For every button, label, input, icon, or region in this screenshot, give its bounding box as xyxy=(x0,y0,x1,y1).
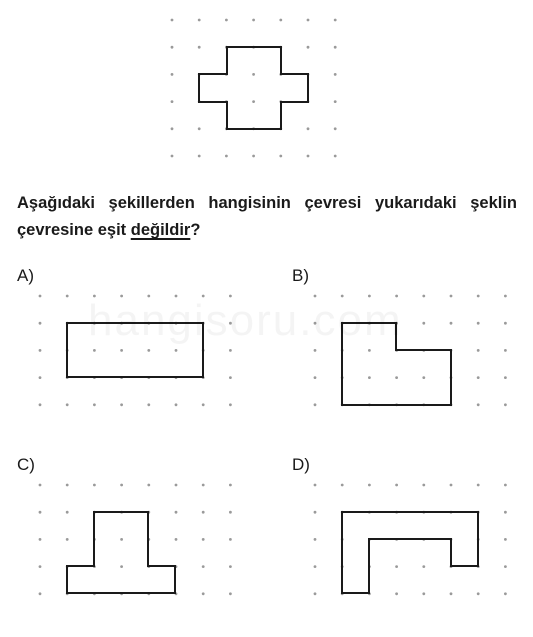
grid-dot xyxy=(504,538,507,541)
grid-dot xyxy=(477,376,480,379)
grid-dot xyxy=(120,403,123,406)
grid-dot xyxy=(504,376,507,379)
grid-dot xyxy=(171,19,174,22)
reference-cross-shape xyxy=(199,47,308,129)
grid-dot xyxy=(314,484,317,487)
grid-dot xyxy=(93,349,96,352)
option-c-figure xyxy=(39,484,232,596)
grid-dot xyxy=(171,155,174,158)
option-c-t-shape xyxy=(67,512,175,593)
grid-dot xyxy=(66,295,69,298)
option-d-figure xyxy=(314,484,507,596)
grid-dot xyxy=(39,349,42,352)
grid-dot xyxy=(171,73,174,76)
grid-dot xyxy=(450,295,453,298)
grid-dot xyxy=(229,511,232,514)
grid-dot xyxy=(198,46,201,49)
grid-dot xyxy=(307,19,310,22)
grid-dot xyxy=(504,295,507,298)
reference-figure xyxy=(171,19,337,158)
grid-dot xyxy=(334,46,337,49)
grid-dot xyxy=(39,484,42,487)
grid-dot xyxy=(93,484,96,487)
grid-dot xyxy=(279,19,282,22)
grid-dot xyxy=(66,538,69,541)
question-text-main: Aşağıdaki şekillerden hangisinin çevresi yukarıdaki şeklin çevresine eşit xyxy=(17,194,517,239)
grid-dot xyxy=(422,322,425,325)
question-mark: ? xyxy=(190,221,201,239)
grid-dot xyxy=(39,376,42,379)
grid-dot xyxy=(314,403,317,406)
grid-dot xyxy=(422,295,425,298)
option-c-label[interactable]: C) xyxy=(17,455,35,474)
grid-dot xyxy=(504,403,507,406)
watermark-text xyxy=(88,296,403,346)
grid-dot xyxy=(198,155,201,158)
grid-dot xyxy=(198,19,201,22)
grid-dot xyxy=(334,100,337,103)
grid-dot xyxy=(334,127,337,130)
grid-dot xyxy=(120,349,123,352)
grid-dot xyxy=(229,349,232,352)
grid-dot xyxy=(252,100,255,103)
reference-dot-grid xyxy=(171,19,337,158)
grid-dot xyxy=(229,592,232,595)
grid-dot xyxy=(202,403,205,406)
grid-dot xyxy=(120,484,123,487)
grid-dot xyxy=(252,19,255,22)
grid-dot xyxy=(175,511,178,514)
grid-dot xyxy=(39,538,42,541)
grid-dot xyxy=(504,511,507,514)
grid-dot xyxy=(120,538,123,541)
grid-dot xyxy=(39,565,42,568)
grid-dot xyxy=(39,322,42,325)
grid-dot xyxy=(39,592,42,595)
grid-dot xyxy=(93,403,96,406)
grid-dot xyxy=(252,155,255,158)
grid-dot xyxy=(395,376,398,379)
grid-dot xyxy=(171,46,174,49)
grid-dot xyxy=(66,511,69,514)
grid-dot xyxy=(202,484,205,487)
grid-dot xyxy=(504,484,507,487)
grid-dot xyxy=(147,484,150,487)
grid-dot xyxy=(334,73,337,76)
grid-dot xyxy=(477,592,480,595)
grid-dot xyxy=(229,403,232,406)
grid-dot xyxy=(314,565,317,568)
grid-dot xyxy=(171,100,174,103)
grid-dot xyxy=(225,19,228,22)
grid-dot xyxy=(198,127,201,130)
grid-dot xyxy=(314,511,317,514)
grid-dot xyxy=(120,565,123,568)
grid-dot xyxy=(504,322,507,325)
grid-dot xyxy=(307,155,310,158)
grid-dot xyxy=(314,592,317,595)
grid-dot xyxy=(477,322,480,325)
grid-dot xyxy=(39,295,42,298)
grid-dot xyxy=(66,484,69,487)
grid-dot xyxy=(171,127,174,130)
grid-dot xyxy=(368,349,371,352)
option-d-u-shape xyxy=(342,512,478,593)
grid-dot xyxy=(147,403,150,406)
grid-dot xyxy=(229,538,232,541)
option-d-label[interactable]: D) xyxy=(292,455,310,474)
grid-dot xyxy=(252,73,255,76)
grid-dot xyxy=(314,349,317,352)
grid-dot xyxy=(314,538,317,541)
grid-dot xyxy=(307,46,310,49)
grid-dot xyxy=(395,484,398,487)
grid-dot xyxy=(477,484,480,487)
grid-dot xyxy=(368,376,371,379)
grid-dot xyxy=(477,295,480,298)
grid-dot xyxy=(175,484,178,487)
grid-dot xyxy=(450,484,453,487)
grid-dot xyxy=(314,376,317,379)
grid-dot xyxy=(368,484,371,487)
grid-dot xyxy=(279,155,282,158)
grid-dot xyxy=(202,592,205,595)
grid-dot xyxy=(229,376,232,379)
question-negation-emphasis: değildir xyxy=(130,221,191,239)
option-a-label[interactable]: A) xyxy=(17,266,34,285)
grid-dot xyxy=(39,403,42,406)
grid-dot xyxy=(395,592,398,595)
grid-dot xyxy=(225,155,228,158)
grid-dot xyxy=(504,592,507,595)
grid-dot xyxy=(202,565,205,568)
grid-dot xyxy=(334,155,337,158)
grid-dot xyxy=(66,403,69,406)
grid-dot xyxy=(395,565,398,568)
grid-dot xyxy=(307,127,310,130)
grid-dot xyxy=(334,19,337,22)
grid-dot xyxy=(147,349,150,352)
grid-dot xyxy=(39,511,42,514)
grid-dot xyxy=(422,484,425,487)
grid-dot xyxy=(229,484,232,487)
grid-dot xyxy=(504,565,507,568)
grid-dot xyxy=(422,592,425,595)
grid-dot xyxy=(175,349,178,352)
grid-dot xyxy=(422,376,425,379)
question-text xyxy=(17,190,517,244)
grid-dot xyxy=(422,565,425,568)
grid-dot xyxy=(477,403,480,406)
grid-dot xyxy=(450,322,453,325)
grid-dot xyxy=(202,511,205,514)
grid-dot xyxy=(229,565,232,568)
grid-dot xyxy=(202,538,205,541)
grid-dot xyxy=(175,538,178,541)
option-b-label[interactable]: B) xyxy=(292,266,309,285)
grid-dot xyxy=(477,349,480,352)
grid-dot xyxy=(175,403,178,406)
grid-dot xyxy=(504,349,507,352)
grid-dot xyxy=(450,592,453,595)
grid-dot xyxy=(341,484,344,487)
